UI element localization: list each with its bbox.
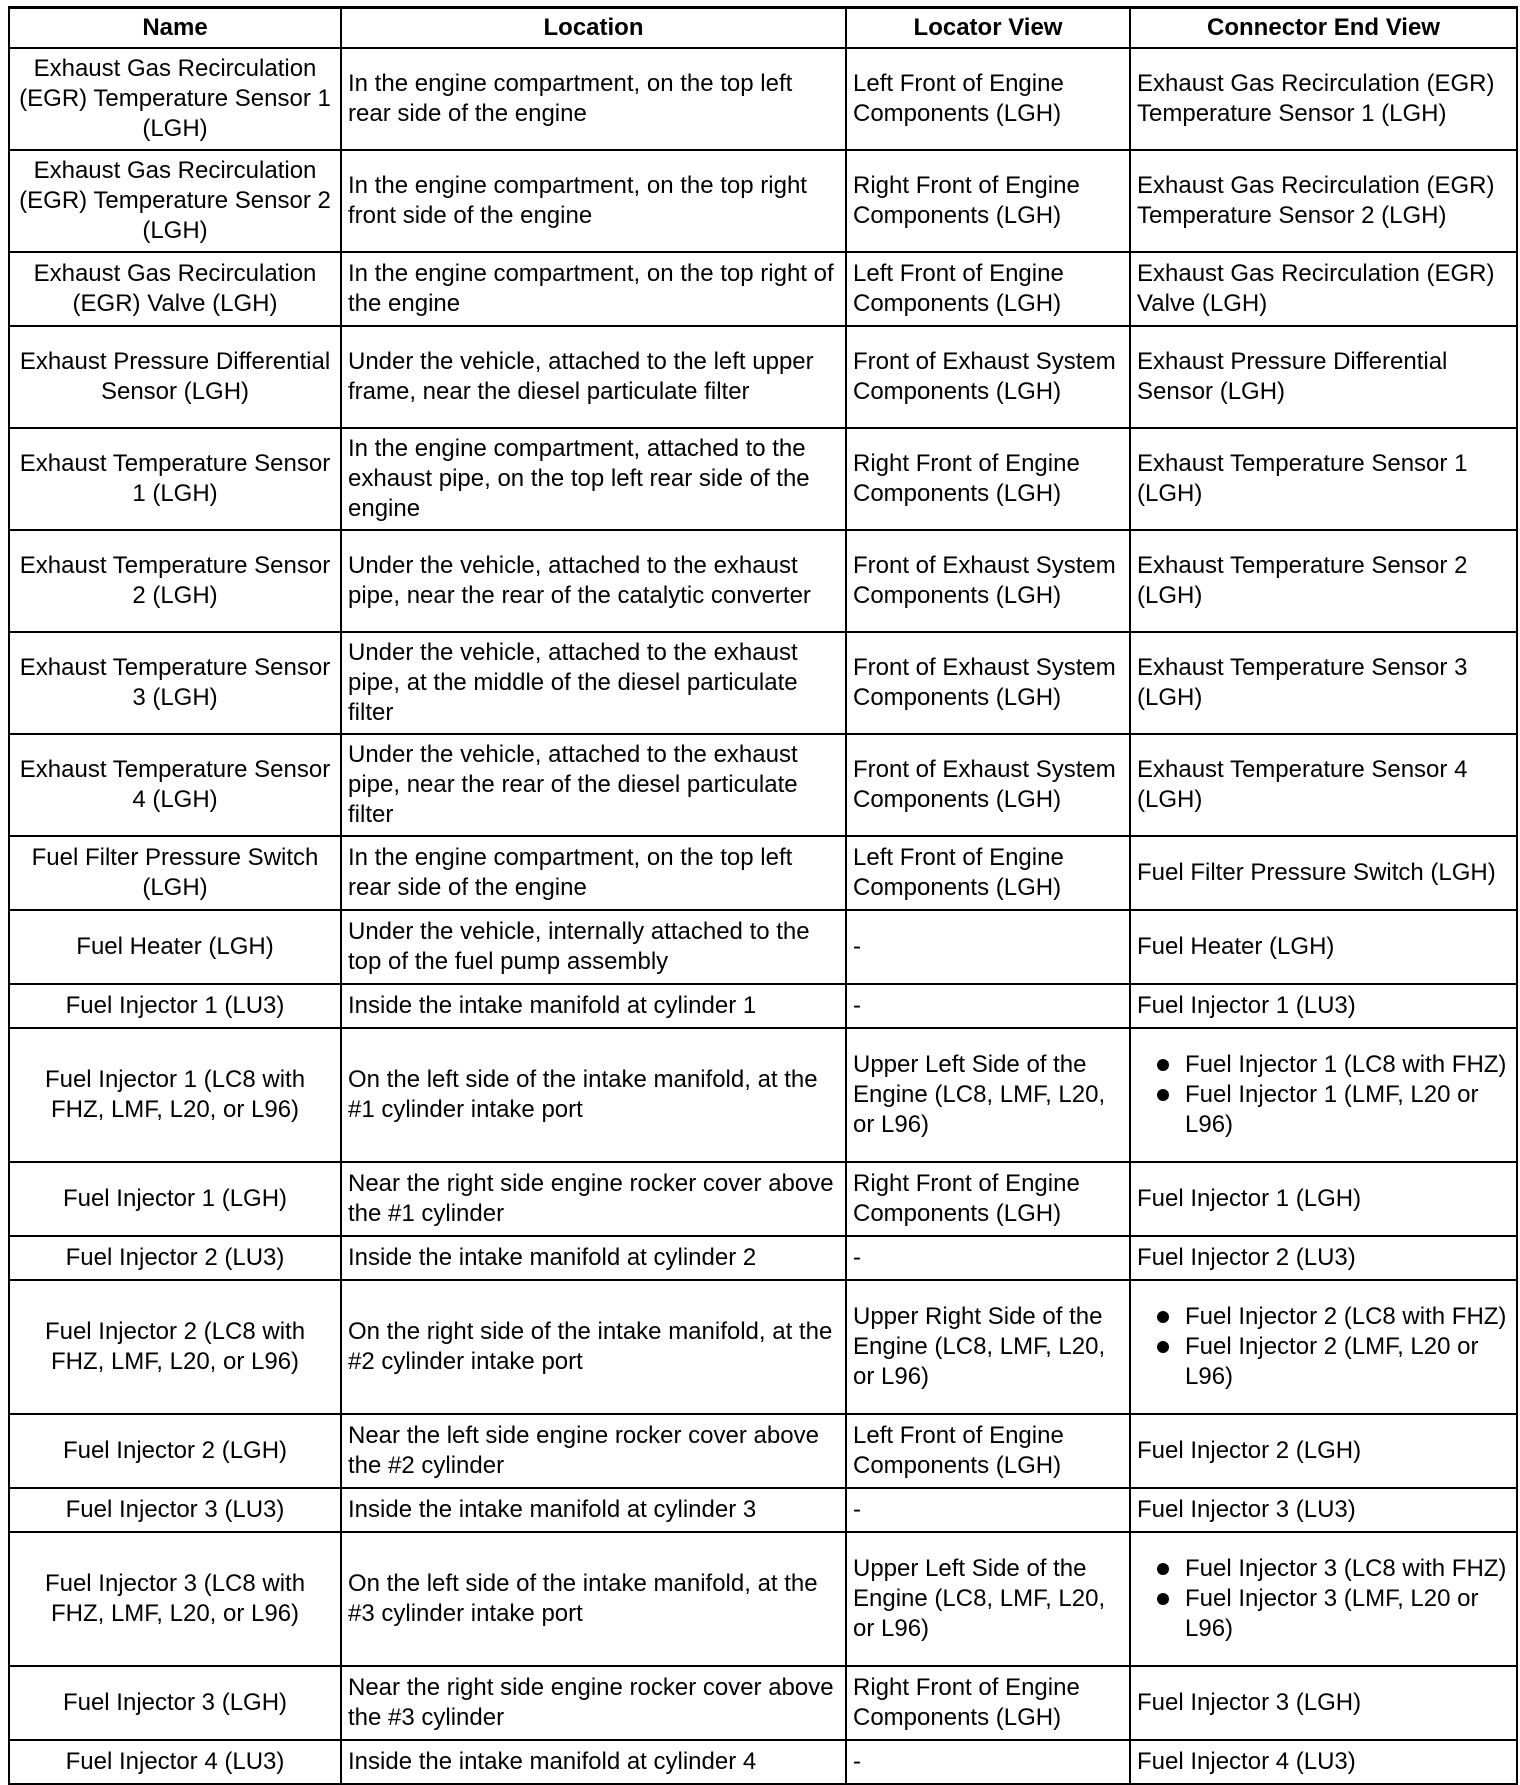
locator-view-cell: Left Front of Engine Components (LGH) [846,48,1130,150]
location-cell: Inside the intake manifold at cylinder 4 [341,1740,846,1784]
table-row [9,1162,1517,1236]
component-name-cell: Exhaust Temperature Sensor 4 (LGH) [9,734,341,836]
connector-end-view-cell [1130,530,1517,632]
location-cell: On the right side of the intake manifold, at the #2 cylinder intake port [341,1280,846,1414]
table-row [9,984,1517,1028]
header-connector-end-view: Connector End View [1130,8,1517,49]
connector-bullet-item: Fuel Injector 1 (LC8 with FHZ) [1137,1050,1510,1080]
connector-end-view-cell [1130,326,1517,428]
connector-end-view-text: Fuel Injector 2 (LU3) [1137,1244,1356,1271]
connector-end-view-cell [1130,1488,1517,1532]
connector-end-view-text: Exhaust Gas Recirculation (EGR) Temperature Sensor 1 (LGH) [1137,70,1495,127]
header-locator-view: Locator View [846,8,1130,49]
connector-end-view-text: Fuel Injector 3 (LU3) [1137,1496,1356,1523]
header-row [9,8,1517,49]
location-cell: Under the vehicle, attached to the left upper frame, near the diesel particulate filter [341,326,846,428]
table-row [9,1740,1517,1784]
connector-bullet-list [1137,1554,1510,1644]
connector-end-view-cell [1130,1414,1517,1488]
connector-end-view-cell [1130,632,1517,734]
component-name-cell: Exhaust Gas Recirculation (EGR) Temperature Sensor 1 (LGH) [9,48,341,150]
locator-view-cell: Right Front of Engine Components (LGH) [846,428,1130,530]
connector-end-view-text: Fuel Heater (LGH) [1137,933,1335,960]
connector-bullet-item: Fuel Injector 3 (LMF, L20 or L96) [1137,1584,1510,1644]
component-name-cell: Exhaust Temperature Sensor 1 (LGH) [9,428,341,530]
locator-view-cell: - [846,984,1130,1028]
connector-end-view-cell [1130,1280,1517,1414]
locator-view-cell: Right Front of Engine Components (LGH) [846,1666,1130,1740]
component-name-cell: Fuel Filter Pressure Switch (LGH) [9,836,341,910]
component-name-cell: Fuel Injector 2 (LC8 with FHZ, LMF, L20, or L96) [9,1280,341,1414]
locator-view-cell: Front of Exhaust System Components (LGH) [846,530,1130,632]
component-name-cell: Fuel Injector 4 (LU3) [9,1740,341,1784]
location-cell: Under the vehicle, attached to the exhaust pipe, near the rear of the diesel particulate filter [341,734,846,836]
table-row [9,326,1517,428]
locator-view-cell: Upper Left Side of the Engine (LC8, LMF, L20, or L96) [846,1532,1130,1666]
table-row [9,836,1517,910]
connector-bullet-item: Fuel Injector 3 (LC8 with FHZ) [1137,1554,1510,1584]
locator-view-cell: - [846,1236,1130,1280]
connector-bullet-item: Fuel Injector 1 (LMF, L20 or L96) [1137,1080,1510,1140]
component-name-cell: Exhaust Temperature Sensor 3 (LGH) [9,632,341,734]
header-location: Location [341,8,846,49]
table-row [9,428,1517,530]
connector-bullet-list [1137,1302,1510,1392]
connector-end-view-cell [1130,1162,1517,1236]
connector-end-view-text: Exhaust Gas Recirculation (EGR) Valve (LGH) [1137,260,1495,317]
connector-end-view-cell [1130,1666,1517,1740]
table-row [9,632,1517,734]
component-name-cell: Fuel Injector 3 (LU3) [9,1488,341,1532]
location-cell: On the left side of the intake manifold, at the #1 cylinder intake port [341,1028,846,1162]
table-row [9,1414,1517,1488]
locator-view-cell: Front of Exhaust System Components (LGH) [846,734,1130,836]
locator-view-cell: Left Front of Engine Components (LGH) [846,836,1130,910]
connector-end-view-cell [1130,1028,1517,1162]
connector-end-view-text: Exhaust Temperature Sensor 4 (LGH) [1137,756,1468,813]
component-name-cell: Exhaust Gas Recirculation (EGR) Temperature Sensor 2 (LGH) [9,150,341,252]
location-cell: Near the right side engine rocker cover above the #3 cylinder [341,1666,846,1740]
location-cell: Under the vehicle, attached to the exhaust pipe, near the rear of the catalytic converter [341,530,846,632]
table-row [9,150,1517,252]
component-locator-table [8,6,1518,1785]
table-row [9,48,1517,150]
location-cell: In the engine compartment, on the top right front side of the engine [341,150,846,252]
component-name-cell: Fuel Injector 1 (LGH) [9,1162,341,1236]
connector-bullet-item: Fuel Injector 2 (LMF, L20 or L96) [1137,1332,1510,1392]
connector-end-view-text: Fuel Filter Pressure Switch (LGH) [1137,859,1496,886]
component-name-cell: Exhaust Temperature Sensor 2 (LGH) [9,530,341,632]
table-row [9,530,1517,632]
location-cell: Under the vehicle, attached to the exhaust pipe, at the middle of the diesel particulate filter [341,632,846,734]
connector-end-view-cell [1130,252,1517,326]
table-row [9,1488,1517,1532]
location-cell: In the engine compartment, attached to the exhaust pipe, on the top left rear side of the engine [341,428,846,530]
locator-view-cell: Upper Left Side of the Engine (LC8, LMF, L20, or L96) [846,1028,1130,1162]
header-name: Name [9,8,341,49]
locator-view-cell: Front of Exhaust System Components (LGH) [846,326,1130,428]
table-row [9,734,1517,836]
connector-end-view-text: Exhaust Temperature Sensor 2 (LGH) [1137,552,1468,609]
component-name-cell: Fuel Heater (LGH) [9,910,341,984]
locator-view-cell: - [846,910,1130,984]
location-cell: In the engine compartment, on the top left rear side of the engine [341,48,846,150]
component-name-cell: Exhaust Gas Recirculation (EGR) Valve (LGH) [9,252,341,326]
connector-end-view-text: Exhaust Pressure Differential Sensor (LGH) [1137,348,1448,405]
connector-end-view-cell [1130,428,1517,530]
component-name-cell: Fuel Injector 3 (LGH) [9,1666,341,1740]
locator-view-cell: Left Front of Engine Components (LGH) [846,252,1130,326]
table-row [9,1028,1517,1162]
connector-end-view-text: Fuel Injector 2 (LGH) [1137,1437,1362,1464]
connector-end-view-cell [1130,48,1517,150]
connector-end-view-text: Exhaust Gas Recirculation (EGR) Temperature Sensor 2 (LGH) [1137,172,1495,229]
table-body [9,48,1517,1784]
connector-end-view-text: Fuel Injector 4 (LU3) [1137,1748,1356,1775]
table-row [9,1532,1517,1666]
locator-view-cell: Right Front of Engine Components (LGH) [846,150,1130,252]
location-cell: Under the vehicle, internally attached to the top of the fuel pump assembly [341,910,846,984]
connector-end-view-text: Fuel Injector 1 (LU3) [1137,992,1356,1019]
location-cell: Near the right side engine rocker cover above the #1 cylinder [341,1162,846,1236]
component-name-cell: Fuel Injector 3 (LC8 with FHZ, LMF, L20, or L96) [9,1532,341,1666]
component-name-cell: Fuel Injector 1 (LC8 with FHZ, LMF, L20, or L96) [9,1028,341,1162]
connector-end-view-text: Exhaust Temperature Sensor 1 (LGH) [1137,450,1468,507]
connector-end-view-cell [1130,1236,1517,1280]
connector-end-view-text: Fuel Injector 3 (LGH) [1137,1689,1362,1716]
table-row [9,1236,1517,1280]
location-cell: In the engine compartment, on the top left rear side of the engine [341,836,846,910]
locator-view-cell: Left Front of Engine Components (LGH) [846,1414,1130,1488]
location-cell: In the engine compartment, on the top right of the engine [341,252,846,326]
connector-end-view-cell [1130,910,1517,984]
connector-bullet-item: Fuel Injector 2 (LC8 with FHZ) [1137,1302,1510,1332]
table-row [9,252,1517,326]
connector-end-view-cell [1130,836,1517,910]
locator-view-cell: Front of Exhaust System Components (LGH) [846,632,1130,734]
table-row [9,1280,1517,1414]
location-cell: Inside the intake manifold at cylinder 1 [341,984,846,1028]
table-row [9,910,1517,984]
locator-view-cell: - [846,1488,1130,1532]
locator-view-cell: Upper Right Side of the Engine (LC8, LMF, L20, or L96) [846,1280,1130,1414]
connector-end-view-cell [1130,1532,1517,1666]
connector-end-view-text: Exhaust Temperature Sensor 3 (LGH) [1137,654,1468,711]
location-cell: On the left side of the intake manifold, at the #3 cylinder intake port [341,1532,846,1666]
connector-bullet-list [1137,1050,1510,1140]
connector-end-view-cell [1130,150,1517,252]
component-name-cell: Exhaust Pressure Differential Sensor (LGH) [9,326,341,428]
location-cell: Inside the intake manifold at cylinder 3 [341,1488,846,1532]
location-cell: Inside the intake manifold at cylinder 2 [341,1236,846,1280]
component-name-cell: Fuel Injector 2 (LGH) [9,1414,341,1488]
connector-end-view-cell [1130,1740,1517,1784]
component-name-cell: Fuel Injector 1 (LU3) [9,984,341,1028]
table-row [9,1666,1517,1740]
component-name-cell: Fuel Injector 2 (LU3) [9,1236,341,1280]
locator-view-cell: - [846,1740,1130,1784]
connector-end-view-text: Fuel Injector 1 (LGH) [1137,1185,1362,1212]
connector-end-view-cell [1130,734,1517,836]
connector-end-view-cell [1130,984,1517,1028]
location-cell: Near the left side engine rocker cover above the #2 cylinder [341,1414,846,1488]
locator-view-cell: Right Front of Engine Components (LGH) [846,1162,1130,1236]
